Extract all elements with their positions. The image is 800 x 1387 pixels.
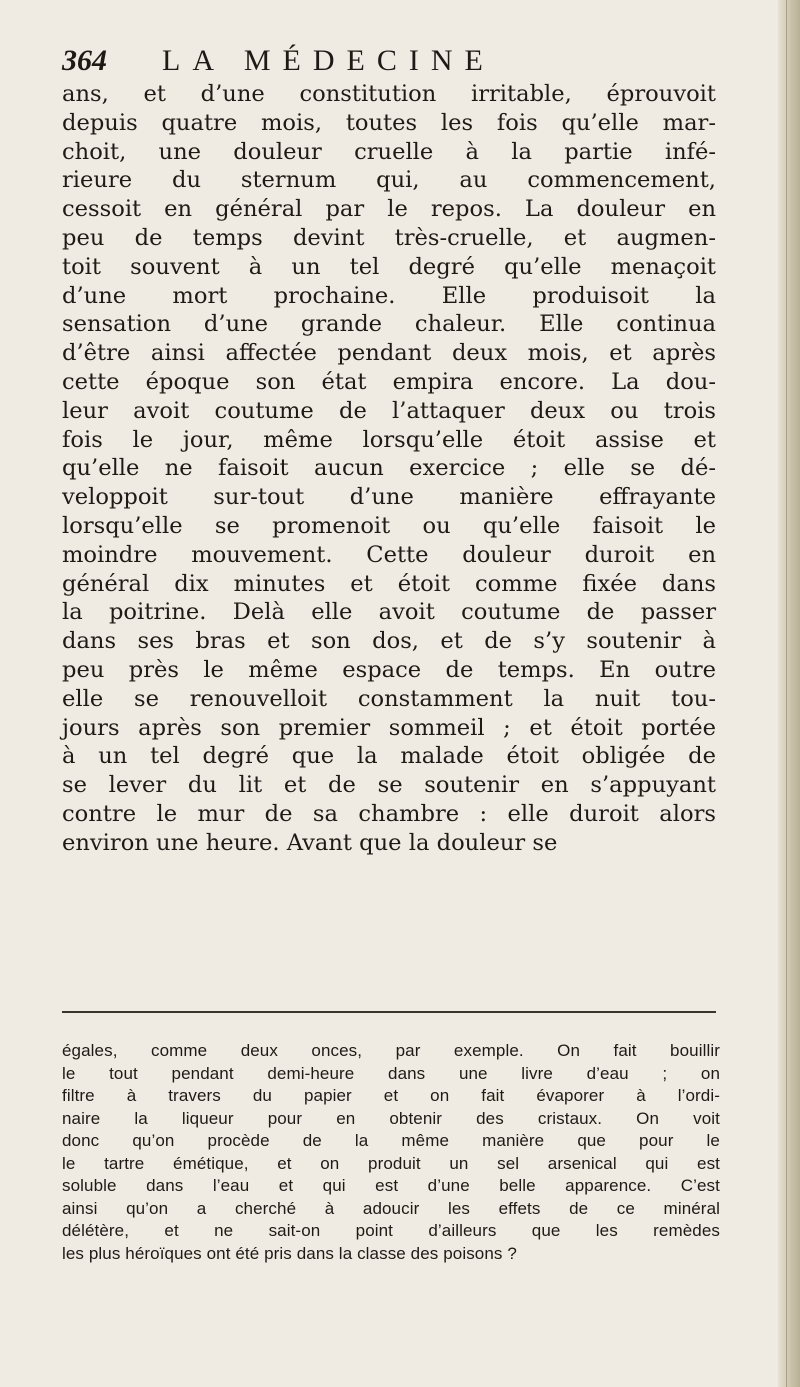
body-line: peu près le même espace de temps. En outre <box>62 656 716 683</box>
footnote-line: donc qu’on procède de la même manière que pour le <box>62 1131 720 1150</box>
footnote-line: délétère, et ne sait-on point d’ailleurs que les remèdes <box>62 1221 720 1240</box>
body-line: elle se renouvelloit constamment la nuit tou- <box>62 685 716 712</box>
body-line: qu’elle ne faisoit aucun exercice ; elle se dé- <box>62 455 716 482</box>
body-line: d’être ainsi affectée pendant deux mois, et après <box>62 340 716 367</box>
footnote-line: les plus héroïques ont été pris dans la classe des poisons ? <box>62 1243 517 1263</box>
running-head: LA MÉDECINE <box>162 44 495 77</box>
footnote-rule <box>62 1011 716 1013</box>
body-line: depuis quatre mois, toutes les fois qu’elle mar- <box>62 109 716 136</box>
body-line: lorsqu’elle se promenoit ou qu’elle faisoit le <box>62 512 716 539</box>
page-number: 364 <box>62 44 107 77</box>
body-line: choit, une douleur cruelle à la partie infé- <box>62 138 716 165</box>
body-line: dans ses bras et son dos, et de s’y soutenir à <box>62 628 716 655</box>
body-line: général dix minutes et étoit comme fixée dans <box>62 570 716 597</box>
body-line: se lever du lit et de se soutenir en s’appuyant <box>62 772 716 799</box>
footnote-line: le tartre émétique, et on produit un sel arsenical qui est <box>62 1153 720 1173</box>
footnote-line: soluble dans l’eau et qui est d’une belle apparence. C’est <box>62 1176 720 1195</box>
body-line: d’une mort prochaine. Elle produisoit la <box>62 282 716 309</box>
page-header <box>62 44 702 84</box>
body-line: toit souvent à un tel degré qu’elle menaçoit <box>62 253 716 280</box>
body-line: fois le jour, même lorsqu’elle étoit assise et <box>62 426 716 453</box>
body-line: cette époque son état empira encore. La dou- <box>62 368 716 395</box>
body-line: moindre mouvement. Cette douleur duroit en <box>62 541 716 568</box>
body-line: sensation d’une grande chaleur. Elle continua <box>62 311 716 338</box>
body-line: peu de temps devint très-cruelle, et augmen- <box>62 224 716 251</box>
body-line: ans, et d’une constitution irritable, éprouvoit <box>62 81 716 107</box>
body-line: à un tel degré que la malade étoit obligée de <box>62 743 716 770</box>
body-line: jours après son premier sommeil ; et étoit portée <box>62 714 716 741</box>
body-line: cessoit en général par le repos. La douleur en <box>62 196 716 223</box>
footnote-line: filtre à travers du papier et on fait évaporer à l’ordi- <box>62 1086 720 1105</box>
body-line: veloppoit sur-tout d’une manière effrayante <box>62 484 716 511</box>
footnote-line: égales, comme deux onces, par exemple. On fait bouillir <box>62 1041 720 1060</box>
body-line: rieure du sternum qui, au commencement, <box>62 167 716 194</box>
page-edge <box>778 0 800 1387</box>
body-text <box>62 80 716 858</box>
body-line: contre le mur de sa chambre : elle duroit alors <box>62 800 716 827</box>
footnote-line: ainsi qu’on a cherché à adoucir les effets de ce minéral <box>62 1198 720 1218</box>
footnote-line: le tout pendant demi-heure dans une livre d’eau ; on <box>62 1063 720 1083</box>
body-line: leur avoit coutume de l’attaquer deux ou trois <box>62 397 716 424</box>
body-line: environ une heure. Avant que la douleur se <box>62 829 558 856</box>
footnote <box>62 1040 720 1265</box>
body-line: la poitrine. Delà elle avoit coutume de passer <box>62 599 716 626</box>
footnote-line: naire la liqueur pour en obtenir des cristaux. On voit <box>62 1108 720 1128</box>
